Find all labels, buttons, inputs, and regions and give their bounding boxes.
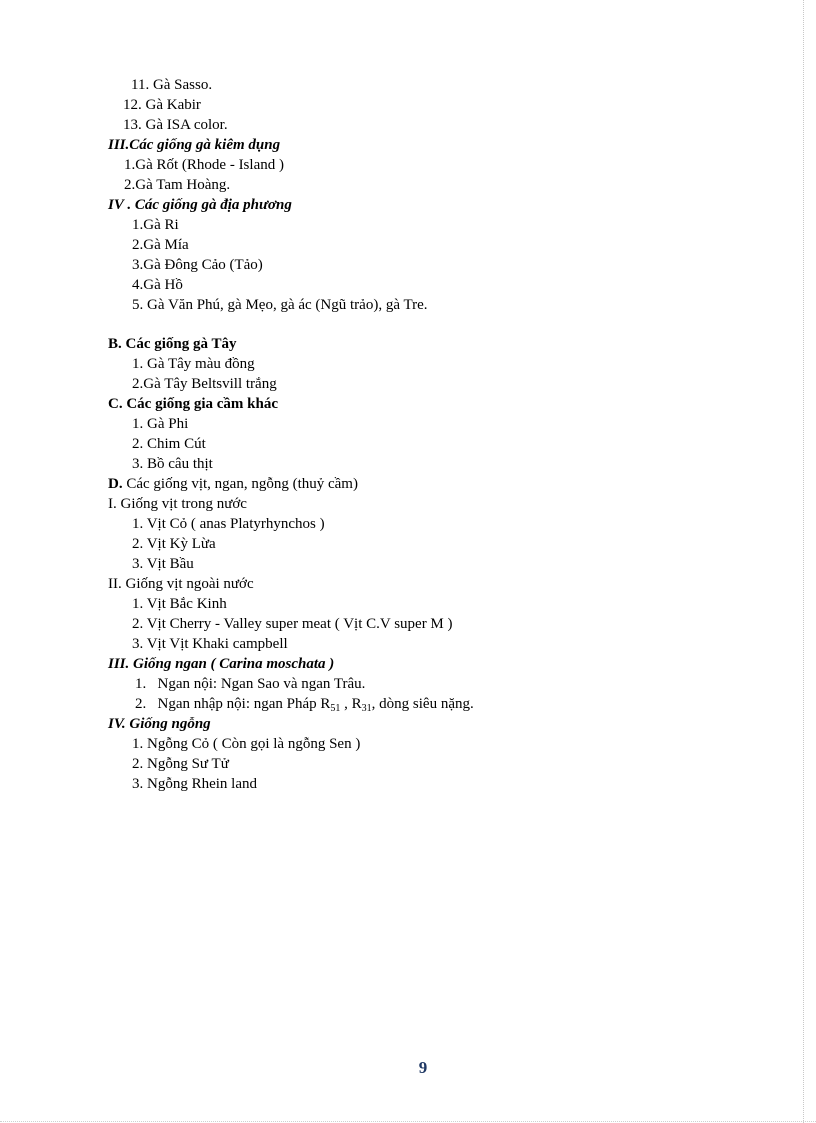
list-item: 2.Gà Tây Beltsvill trắng (132, 376, 277, 392)
list-item: 1. Ngan nội: Ngan Sao và ngan Trâu. (135, 676, 366, 692)
section-heading: C. Các giống gia cầm khác (108, 396, 278, 412)
list-item: 2.Gà Tam Hoàng. (124, 177, 231, 193)
section-heading (108, 474, 358, 494)
subsection-heading: I. Giống vịt trong nước (108, 496, 247, 512)
list-item: 1.Gà Ri (132, 217, 179, 233)
list-item: 3. Ngỗng Rhein land (132, 776, 257, 792)
list-item: 2.Gà Mía (132, 237, 189, 253)
subsection-heading-prefix: III. (108, 656, 130, 672)
list-item: 11. Gà Sasso. (131, 77, 213, 93)
list-item: 13. Gà ISA color. (123, 117, 228, 133)
subsection-heading: II. Giống vịt ngoài nước (108, 576, 254, 592)
list-item-text: 2. Ngan nhập nội: ngan Pháp R (135, 696, 331, 712)
list-item: 3. Vịt Vịt Khaki campbell (132, 636, 288, 652)
list-item: 1. Vịt Bắc Kinh (132, 596, 227, 612)
list-item: 1.Gà Rốt (Rhode - Island ) (124, 157, 284, 173)
subsection-heading (108, 654, 334, 674)
list-item: 2. Ngỗng Sư Tử (132, 756, 229, 772)
section-heading: IV . Các giống gà địa phương (108, 197, 292, 213)
subsection-heading: IV. Giống ngỗng (108, 716, 211, 732)
list-item: 5. Gà Văn Phú, gà Mẹo, gà ác (Ngũ trảo), gà Tre. (132, 297, 428, 313)
list-item: 1. Gà Tây màu đồng (132, 356, 255, 372)
list-item (135, 694, 474, 714)
list-item-text: , R (340, 696, 362, 712)
section-heading-text: Các giống vịt, ngan, ngỗng (thuỷ cầm) (122, 476, 358, 492)
page-number: 9 (418, 1058, 428, 1077)
list-item: 1. Vịt Cỏ ( anas Platyrhynchos ) (132, 516, 325, 532)
list-item: 3.Gà Đông Cảo (Tảo) (132, 257, 263, 273)
list-item-text: , dòng siêu nặng. (371, 696, 474, 712)
list-item: 1. Gà Phi (132, 416, 189, 432)
list-item: 12. Gà Kabir (123, 97, 201, 113)
section-heading: B. Các giống gà Tây (108, 336, 237, 352)
subscript: 31 (361, 703, 372, 714)
list-item: 2. Vịt Kỳ Lừa (132, 536, 216, 552)
list-item: 3. Bồ câu thịt (132, 456, 213, 472)
list-item: 4.Gà Hồ (132, 277, 183, 293)
section-heading-prefix: D. (108, 476, 123, 492)
list-item: 2. Chim Cút (132, 436, 206, 452)
page-bottom-border (0, 1121, 816, 1122)
list-item: 1. Ngỗng Cỏ ( Còn gọi là ngỗng Sen ) (132, 736, 361, 752)
section-heading: III.Các giống gà kiêm dụng (108, 137, 281, 153)
list-item: 3. Vịt Bầu (132, 556, 194, 572)
subscript: 51 (330, 703, 341, 714)
list-item: 2. Vịt Cherry - Valley super meat ( Vịt C.V super M ) (132, 616, 453, 632)
page-right-border (803, 0, 804, 1123)
subsection-heading-text: Giống ngan ( Carina moschata ) (129, 656, 335, 672)
